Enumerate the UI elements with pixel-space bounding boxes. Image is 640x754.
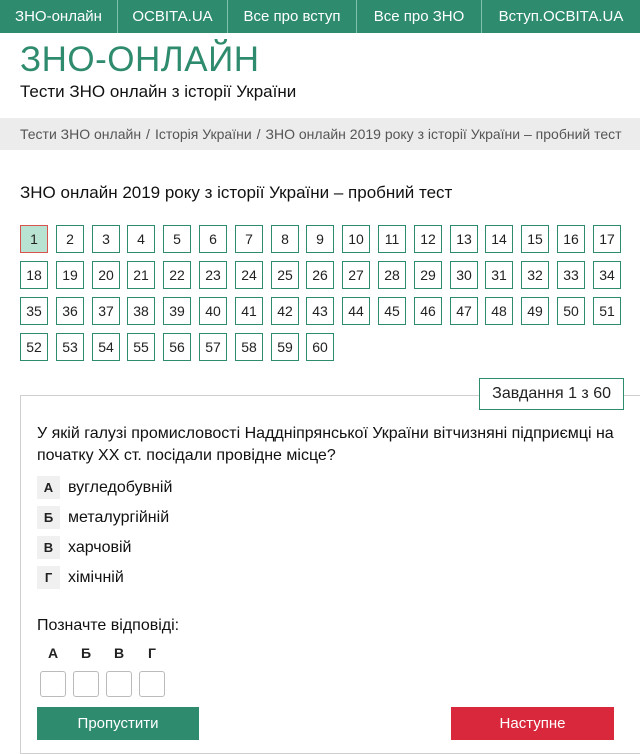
- answer-option-g: [37, 565, 124, 590]
- answer-column-label: В: [113, 645, 125, 661]
- question-number-button[interactable]: 59: [271, 333, 299, 361]
- question-number-button[interactable]: 39: [163, 297, 191, 325]
- question-number-button[interactable]: 32: [521, 261, 549, 289]
- nav-link-zno-online[interactable]: ЗНО-онлайн: [0, 0, 118, 33]
- site-brand[interactable]: ЗНО-ОНЛАЙН: [20, 40, 260, 79]
- question-number-button[interactable]: 12: [414, 225, 442, 253]
- next-button[interactable]: Наступне: [451, 707, 614, 740]
- breadcrumb-item-current: ЗНО онлайн 2019 року з історії України – пробний тест: [265, 126, 622, 142]
- nav-link-zno-info[interactable]: Все про ЗНО: [357, 0, 482, 33]
- breadcrumb-separator: /: [256, 126, 261, 142]
- question-number-button[interactable]: 23: [199, 261, 227, 289]
- question-number-button[interactable]: 2: [56, 225, 84, 253]
- question-number-button[interactable]: 31: [485, 261, 513, 289]
- question-number-button[interactable]: 19: [56, 261, 84, 289]
- question-number-button[interactable]: 56: [163, 333, 191, 361]
- answer-column-g: [139, 645, 165, 697]
- option-text: хімічній: [68, 568, 124, 586]
- option-letter: В: [37, 536, 60, 559]
- site-subtitle: Тести ЗНО онлайн з історії України: [20, 82, 297, 101]
- question-number-button[interactable]: 50: [557, 297, 585, 325]
- answer-checkbox-b[interactable]: [73, 671, 99, 697]
- answer-checkbox-v[interactable]: [106, 671, 132, 697]
- question-number-button[interactable]: 53: [56, 333, 84, 361]
- question-number-button[interactable]: 47: [450, 297, 478, 325]
- question-number-button[interactable]: 42: [271, 297, 299, 325]
- question-number-button[interactable]: 46: [414, 297, 442, 325]
- question-number-button[interactable]: 51: [593, 297, 621, 325]
- task-counter: Завдання 1 з 60: [479, 378, 624, 410]
- question-number-button[interactable]: 40: [199, 297, 227, 325]
- answer-column-v: [106, 645, 132, 697]
- question-number-button[interactable]: 9: [306, 225, 334, 253]
- question-number-button[interactable]: 25: [271, 261, 299, 289]
- answer-prompt: Позначте відповіді:: [37, 617, 180, 634]
- option-text: металургійній: [68, 508, 170, 526]
- question-number-button[interactable]: 28: [378, 261, 406, 289]
- breadcrumb: [0, 118, 640, 150]
- answer-column-label: Б: [80, 645, 92, 661]
- answer-column-label: Г: [148, 645, 156, 661]
- answer-column-label: А: [47, 645, 59, 661]
- question-number-button[interactable]: 4: [127, 225, 155, 253]
- question-number-button[interactable]: 57: [199, 333, 227, 361]
- question-number-button[interactable]: 43: [306, 297, 334, 325]
- option-letter: Г: [37, 566, 60, 589]
- question-number-button[interactable]: 11: [378, 225, 406, 253]
- question-number-button[interactable]: 27: [342, 261, 370, 289]
- question-number-button[interactable]: 60: [306, 333, 334, 361]
- question-number-button[interactable]: 55: [127, 333, 155, 361]
- question-number-button[interactable]: 20: [92, 261, 120, 289]
- question-number-button[interactable]: 33: [557, 261, 585, 289]
- option-text: вугледобувній: [68, 478, 173, 496]
- question-number-button[interactable]: 6: [199, 225, 227, 253]
- answer-checkbox-g[interactable]: [139, 671, 165, 697]
- question-number-button[interactable]: 44: [342, 297, 370, 325]
- answer-column-b: [73, 645, 99, 697]
- question-number-button[interactable]: 52: [20, 333, 48, 361]
- question-number-button[interactable]: 18: [20, 261, 48, 289]
- question-number-button[interactable]: 24: [235, 261, 263, 289]
- question-number-button[interactable]: 54: [92, 333, 120, 361]
- question-number-button[interactable]: 26: [306, 261, 334, 289]
- question-number-button[interactable]: 16: [557, 225, 585, 253]
- page-title: ЗНО онлайн 2019 року з історії України – пробний тест: [20, 183, 453, 202]
- question-number-button[interactable]: 38: [127, 297, 155, 325]
- answer-checkbox-a[interactable]: [40, 671, 66, 697]
- question-number-button[interactable]: 5: [163, 225, 191, 253]
- question-number-button[interactable]: 13: [450, 225, 478, 253]
- skip-button[interactable]: Пропустити: [37, 707, 199, 740]
- question-number-button[interactable]: 48: [485, 297, 513, 325]
- question-number-button[interactable]: 30: [450, 261, 478, 289]
- question-number-button[interactable]: 21: [127, 261, 155, 289]
- question-number-button[interactable]: 8: [271, 225, 299, 253]
- question-number-button[interactable]: 34: [593, 261, 621, 289]
- question-number-button[interactable]: 36: [56, 297, 84, 325]
- breadcrumb-item-history[interactable]: Історія України: [154, 126, 252, 142]
- question-number-button[interactable]: 58: [235, 333, 263, 361]
- answer-option-b: [37, 505, 169, 530]
- question-number-button[interactable]: 15: [521, 225, 549, 253]
- nav-link-vstup-info[interactable]: Все про вступ: [228, 0, 357, 33]
- question-number-button[interactable]: 22: [163, 261, 191, 289]
- question-number-button[interactable]: 14: [485, 225, 513, 253]
- question-number-button[interactable]: 17: [593, 225, 621, 253]
- question-number-button[interactable]: 41: [235, 297, 263, 325]
- question-number-button[interactable]: 10: [342, 225, 370, 253]
- breadcrumb-separator: /: [146, 126, 150, 142]
- question-number-button[interactable]: 37: [92, 297, 120, 325]
- option-letter: А: [37, 476, 60, 499]
- question-number-button[interactable]: 35: [20, 297, 48, 325]
- breadcrumb-item-tests[interactable]: Тести ЗНО онлайн: [20, 126, 142, 142]
- question-number-button[interactable]: 29: [414, 261, 442, 289]
- answer-option-a: [37, 475, 172, 500]
- question-number-button[interactable]: 7: [235, 225, 263, 253]
- nav-link-osvita[interactable]: ОСВІТА.UA: [118, 0, 228, 33]
- option-letter: Б: [37, 506, 60, 529]
- question-number-button[interactable]: 1: [20, 225, 48, 253]
- question-text: У якій галузі промисловості Наддніпрянської України вітчизняні підприємці на початку ХХ ст. посідали провідне місце?: [37, 425, 614, 464]
- top-nav: [0, 0, 640, 33]
- question-number-button[interactable]: 45: [378, 297, 406, 325]
- answer-option-v: [37, 535, 132, 560]
- answer-column-a: [40, 645, 66, 697]
- option-text: харчовій: [68, 538, 132, 556]
- question-number-button[interactable]: 3: [92, 225, 120, 253]
- question-number-button[interactable]: 49: [521, 297, 549, 325]
- nav-link-vstup-osvita[interactable]: Вступ.ОСВІТА.UA: [498, 8, 624, 25]
